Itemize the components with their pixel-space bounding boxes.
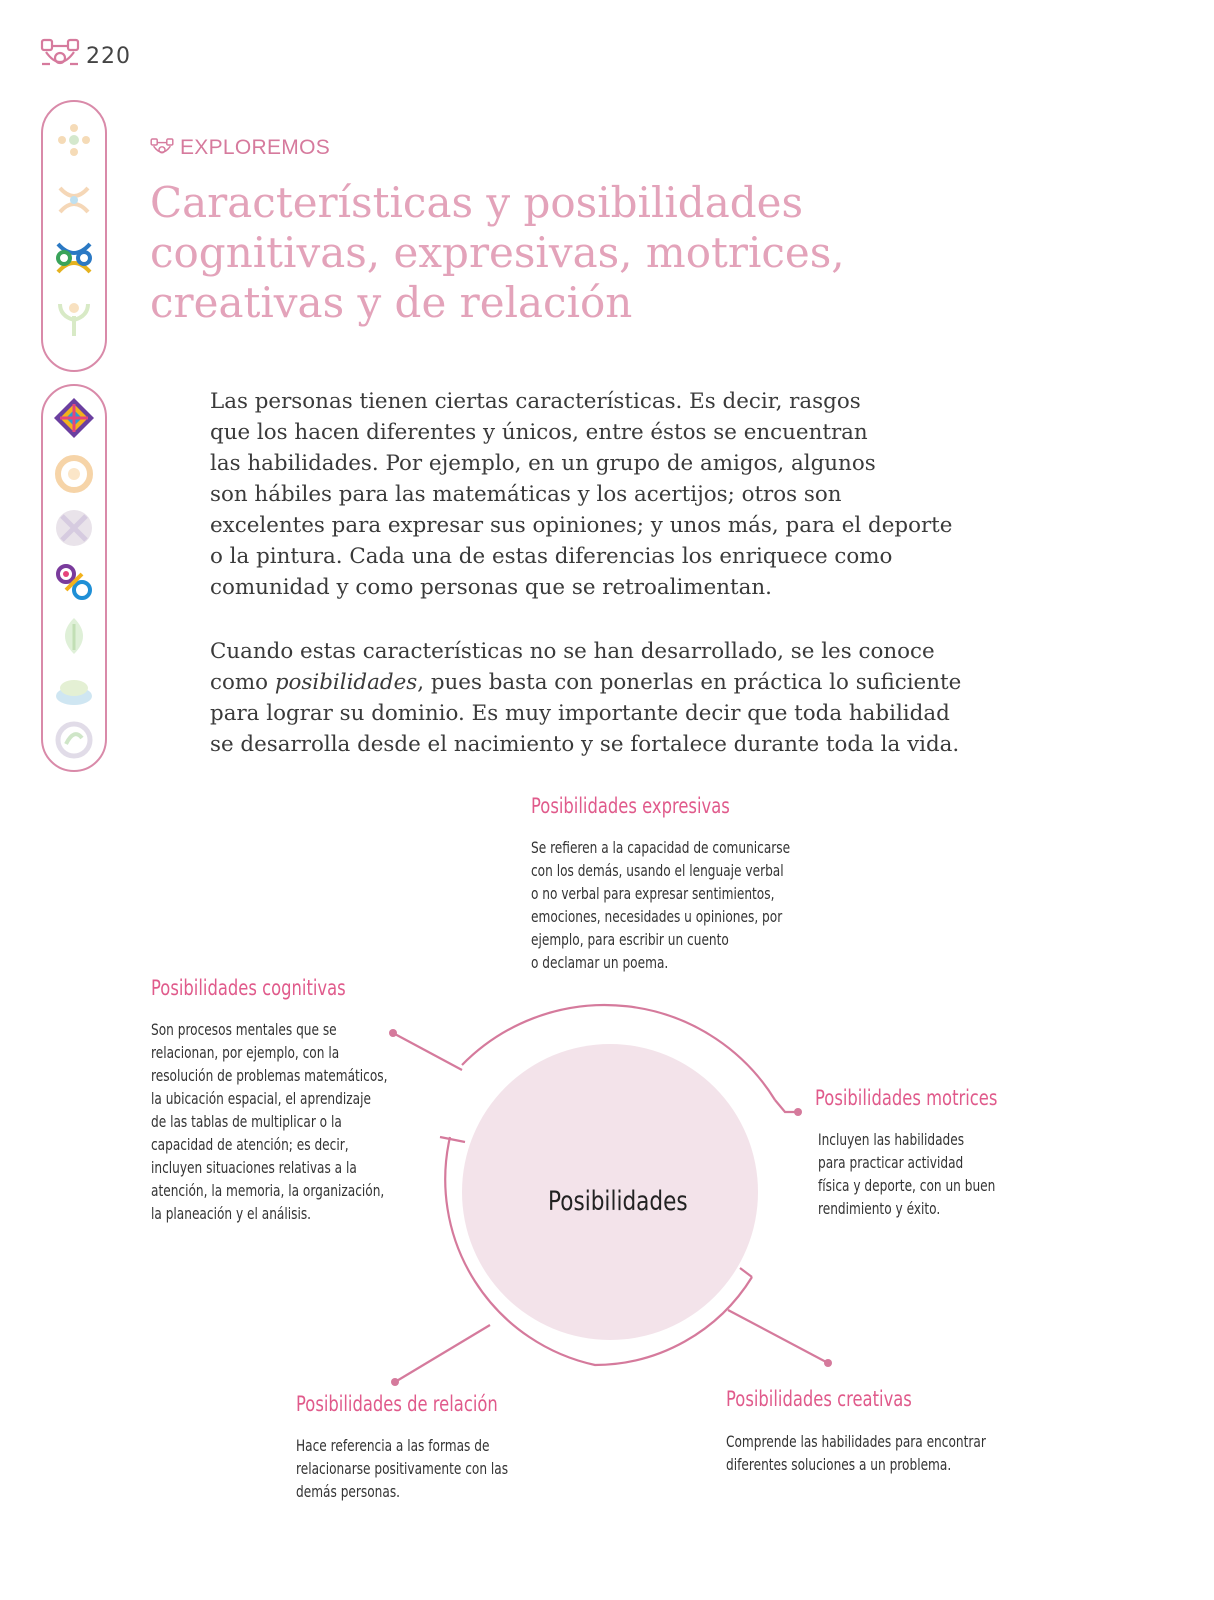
desc-line: física y deporte, con un buen xyxy=(818,1176,996,1195)
desc-creativas xyxy=(726,1430,986,1476)
title-line: Características y posibilidades xyxy=(150,178,804,227)
paragraph-line: Cuando estas características no se han desarrollado, se les conoce xyxy=(210,639,935,664)
desc-line: la ubicación espacial, el aprendizaje xyxy=(151,1089,371,1108)
heading-creativas: Posibilidades creativas xyxy=(726,1387,912,1411)
desc-line: Son procesos mentales que se xyxy=(151,1020,337,1039)
desc-line: la planeación y el análisis. xyxy=(151,1204,312,1223)
section-label-text: EXPLOREMOS xyxy=(180,136,331,159)
desc-line: para practicar actividad xyxy=(818,1153,964,1172)
paragraph-line: las habilidades. Por ejemplo, en un grupo de amigos, algunos xyxy=(210,451,876,476)
desc-line: relacionan, por ejemplo, con la xyxy=(151,1043,340,1062)
desc-line: relacionarse positivamente con las xyxy=(296,1459,509,1478)
desc-line: o declamar un poema. xyxy=(531,953,669,972)
desc-line: o no verbal para expresar sentimientos, xyxy=(531,884,775,903)
desc-line: de las tablas de multiplicar o la xyxy=(151,1112,342,1131)
heading-cognitivas: Posibilidades cognitivas xyxy=(151,976,346,1000)
desc-expresivas xyxy=(531,836,790,974)
desc-line: diferentes soluciones a un problema. xyxy=(726,1455,952,1474)
text-run: , pues basta con ponerlas en práctica lo suficiente xyxy=(417,670,962,695)
desc-line: ejemplo, para escribir un cuento xyxy=(531,930,729,949)
desc-line: Se refieren a la capacidad de comunicarse xyxy=(531,838,791,857)
connector-dot xyxy=(391,1378,399,1386)
paragraph-line: comunidad y como personas que se retroalimentan. xyxy=(210,575,772,600)
desc-line: capacidad de atención; es decir, xyxy=(151,1135,349,1154)
heading-expresivas: Posibilidades expresivas xyxy=(531,794,730,818)
paragraph-line: son hábiles para las matemáticas y los acertijos; otros son xyxy=(210,482,842,507)
text-run: como xyxy=(210,670,275,695)
connector-arc-right xyxy=(740,1268,752,1277)
desc-motrices xyxy=(818,1128,995,1220)
paragraph-line: que los hacen diferentes y únicos, entre éstos se encuentran xyxy=(210,420,868,445)
heading-relacion: Posibilidades de relación xyxy=(296,1392,498,1416)
title-line: cognitivas, expresivas, motrices, xyxy=(150,228,845,277)
desc-line: atención, la memoria, la organización, xyxy=(151,1181,385,1200)
desc-line: resolución de problemas matemáticos, xyxy=(151,1066,388,1085)
connector-arc-left xyxy=(440,1137,465,1142)
title-line: creativas y de relación xyxy=(150,278,633,327)
desc-relacion xyxy=(296,1434,508,1503)
emphasized-term: posibilidades xyxy=(274,670,418,695)
paragraph-line: o la pintura. Cada una de estas diferencias los enriquece como xyxy=(210,544,893,569)
desc-line: emociones, necesidades u opiniones, por xyxy=(531,907,783,926)
connector-dot xyxy=(824,1359,832,1367)
connector-dot xyxy=(389,1029,397,1037)
desc-line: Comprende las habilidades para encontrar xyxy=(726,1432,986,1451)
connector-relacion xyxy=(395,1325,490,1382)
connector-cognitivas xyxy=(393,1033,462,1070)
diagram-center-label: Posibilidades xyxy=(548,1186,688,1217)
paragraph-line: se desarrolla desde el nacimiento y se fortalece durante toda la vida. xyxy=(210,732,960,757)
paragraph-line: excelentes para expresar sus opiniones; y unos más, para el deporte xyxy=(210,513,953,538)
desc-line: Incluyen las habilidades xyxy=(818,1130,965,1149)
desc-cognitivas xyxy=(151,1018,388,1225)
desc-line: Hace referencia a las formas de xyxy=(296,1436,490,1455)
paragraph-line: Las personas tienen ciertas características. Es decir, rasgos xyxy=(210,389,861,414)
connector-creativas xyxy=(728,1310,828,1363)
paragraph-line: para lograr su dominio. Es muy importante decir que toda habilidad xyxy=(210,701,950,726)
page-number: 220 xyxy=(86,44,131,69)
desc-line: rendimiento y éxito. xyxy=(818,1199,941,1218)
heading-motrices: Posibilidades motrices xyxy=(815,1086,998,1110)
desc-line: demás personas. xyxy=(296,1482,401,1501)
desc-line: con los demás, usando el lenguaje verbal xyxy=(531,861,784,880)
connector-dot xyxy=(794,1108,802,1116)
desc-line: incluyen situaciones relativas a la xyxy=(151,1158,357,1177)
